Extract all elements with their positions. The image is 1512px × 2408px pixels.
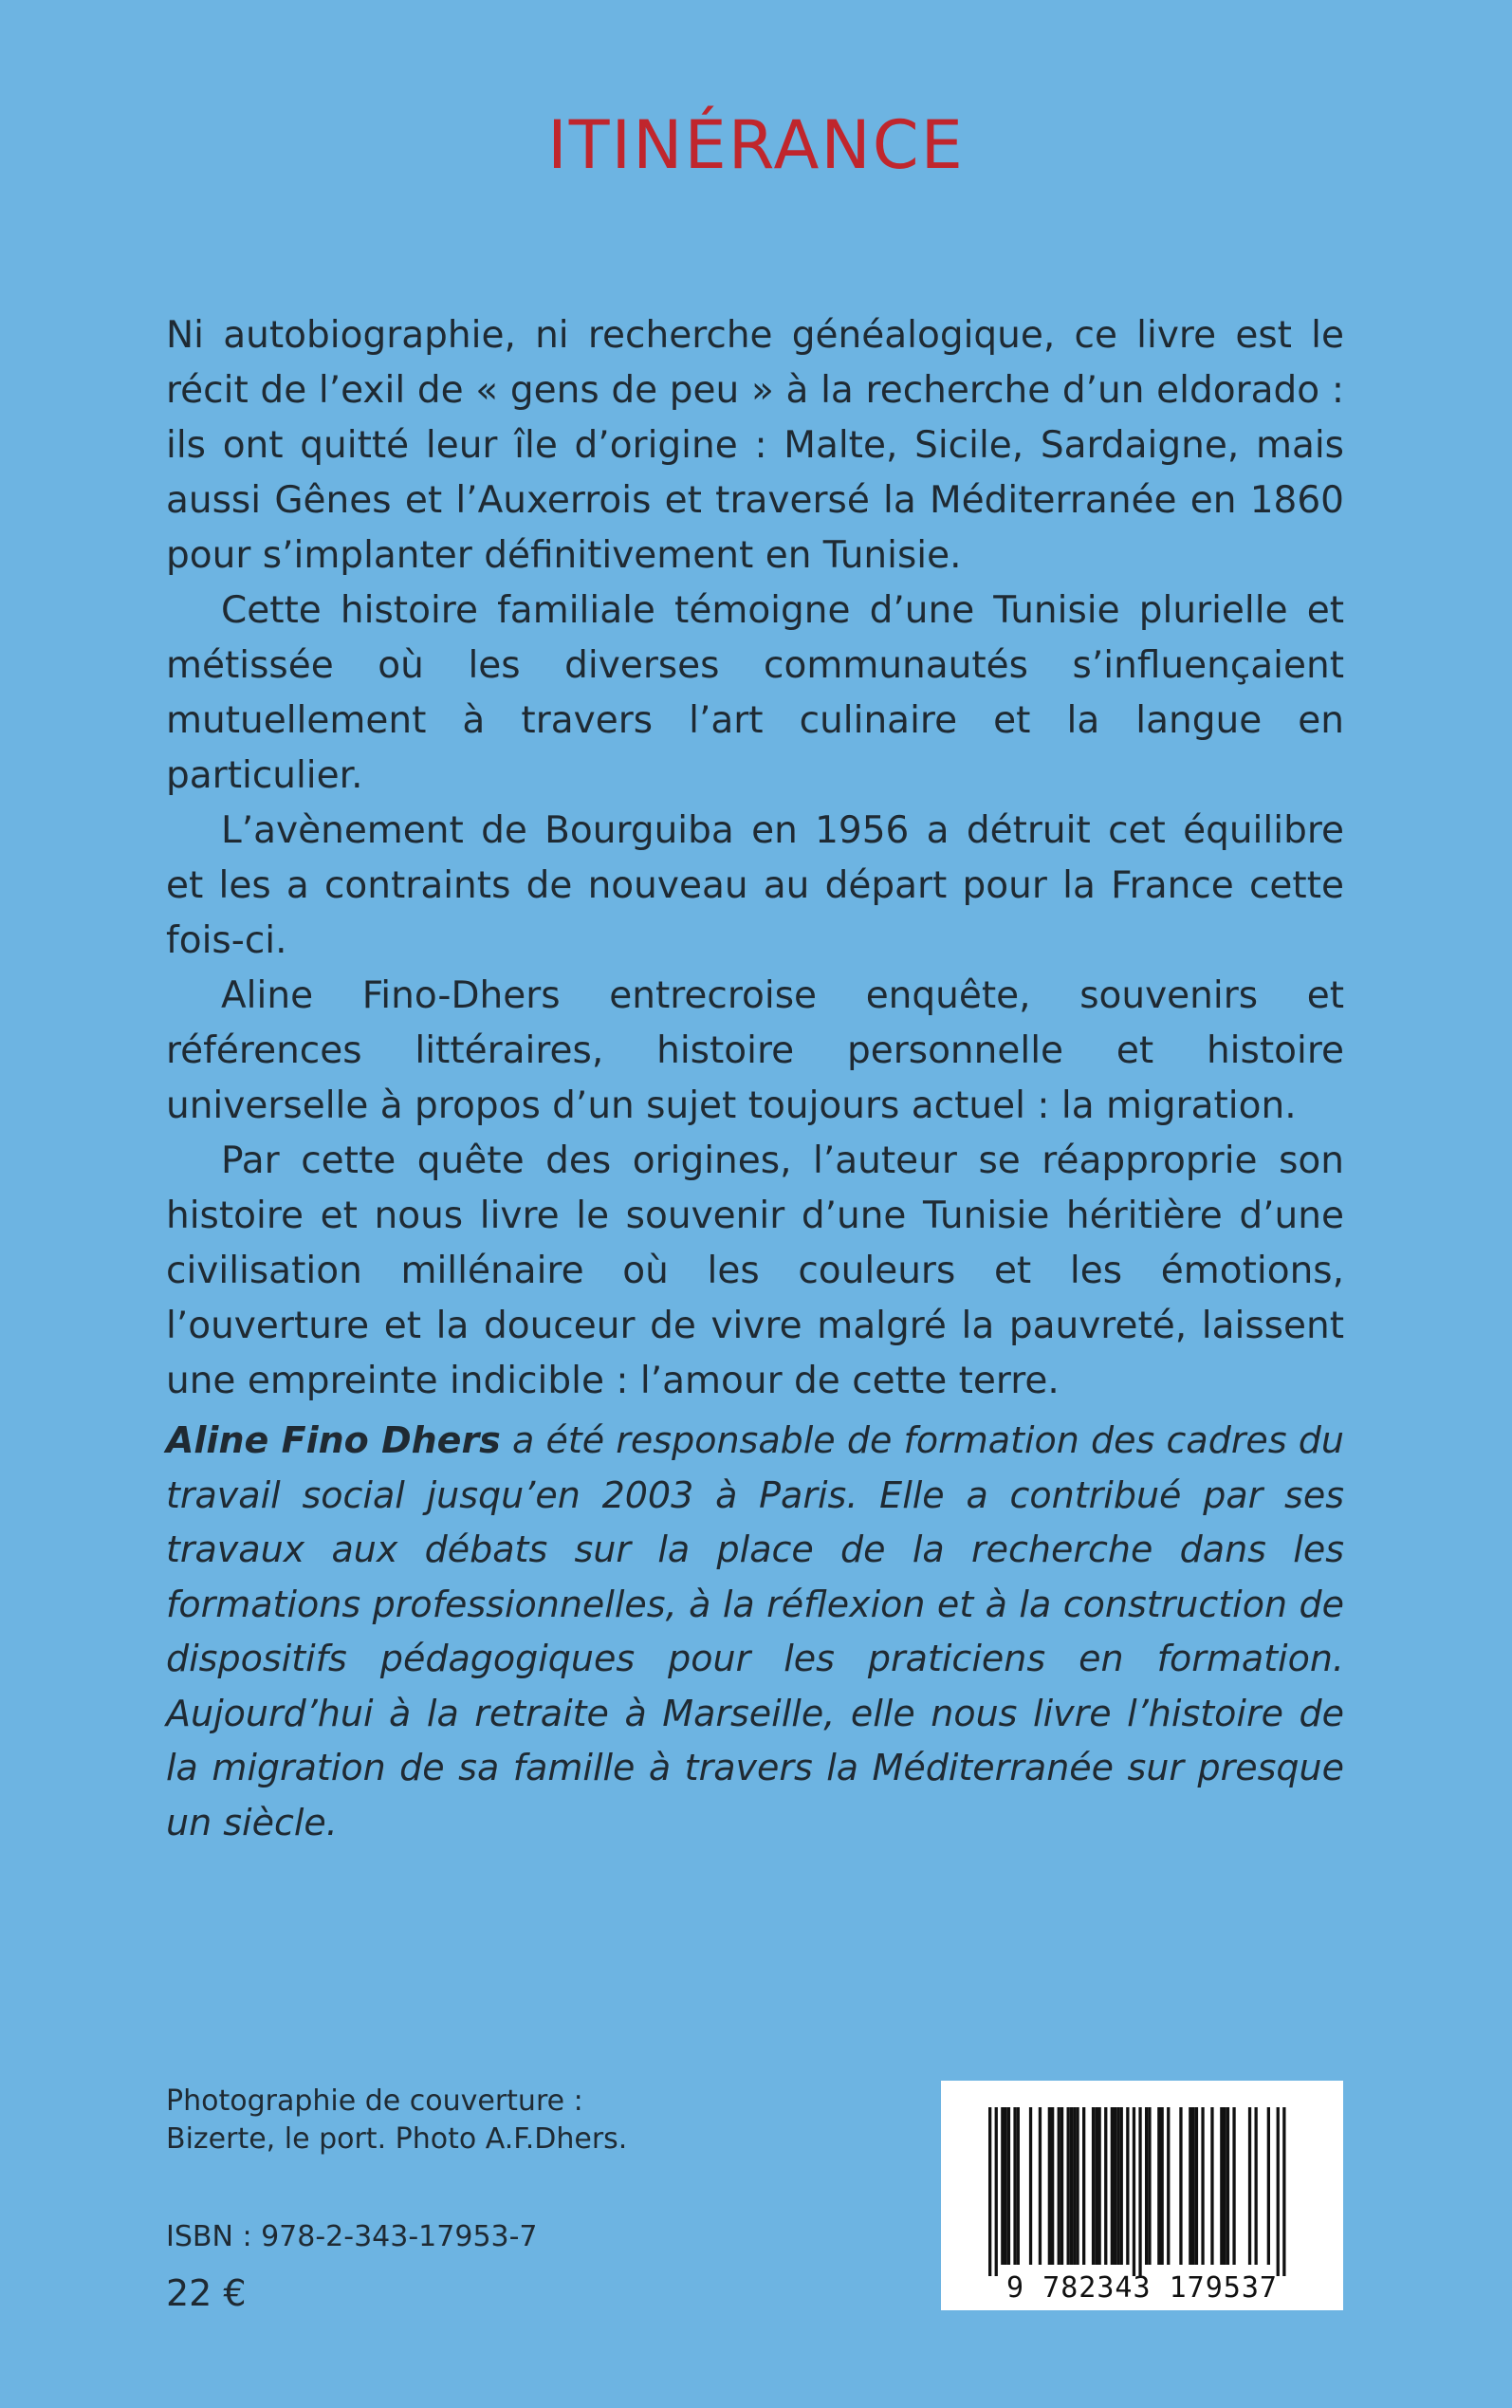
barcode-bar bbox=[1157, 2107, 1160, 2265]
barcode-bar bbox=[1189, 2107, 1191, 2265]
barcode-bar bbox=[1201, 2107, 1204, 2265]
barcode-bar bbox=[1210, 2107, 1213, 2265]
barcode-bar bbox=[1092, 2107, 1095, 2265]
book-title: ITINÉRANCE bbox=[547, 106, 965, 184]
barcode-bar bbox=[1226, 2107, 1229, 2265]
photo-credit-line-1: Photographie de couverture : bbox=[166, 2084, 583, 2118]
barcode-bar bbox=[1255, 2107, 1258, 2265]
barcode-bar bbox=[1058, 2107, 1060, 2265]
barcode-bar bbox=[1277, 2107, 1280, 2276]
barcode-bar bbox=[1138, 2107, 1141, 2276]
synopsis-paragraph-4: Aline Fino-Dhers entrecroise enquête, souvenirs et références littéraires, histoire personnelle et histoire universelle à propos d’un sujet toujours actuel : la migration. bbox=[166, 974, 1344, 1127]
barcode-bar bbox=[1039, 2107, 1042, 2265]
barcode-bar bbox=[1013, 2107, 1016, 2265]
synopsis-paragraph-2: Cette histoire familiale témoigne d’une Tunisie plurielle et métissée où les diverses communautés s’influençaient mutuellement à travers l’art culinaire et la langue en particulier. bbox=[166, 589, 1344, 797]
barcode-bar bbox=[1104, 2107, 1107, 2265]
barcode bbox=[941, 2081, 1343, 2310]
barcode-bar bbox=[988, 2107, 991, 2276]
author-bio bbox=[166, 1414, 1344, 1850]
barcode-bar bbox=[1224, 2107, 1226, 2265]
barcode-bar bbox=[1067, 2107, 1070, 2265]
barcode-digits: 9 782343 179537 bbox=[1006, 2271, 1278, 2305]
synopsis-paragraph-1: Ni autobiographie, ni recherche généalogique, ce livre est le récit de l’exil de « gens de peu » à la recherche d’un eldorado : ils ont quitté leur île d’origine : Malte, Sicile, Sardaigne, mais aussi Gênes et l’Auxerrois et traversé la Méditerranée en 1860 pour s’implanter définitivement en Tunisie. bbox=[166, 314, 1344, 577]
barcode-bar bbox=[1070, 2107, 1073, 2265]
barcode-bar bbox=[1111, 2107, 1114, 2265]
barcode-bar bbox=[1073, 2107, 1076, 2265]
barcode-icon bbox=[941, 2081, 1343, 2310]
barcode-bar bbox=[1005, 2107, 1007, 2265]
author-name: Aline Fino Dhers bbox=[166, 1419, 501, 1461]
barcode-bar bbox=[1116, 2107, 1119, 2265]
barcode-bar bbox=[1179, 2107, 1182, 2265]
barcode-bar bbox=[1282, 2107, 1285, 2276]
barcode-bar bbox=[1048, 2107, 1051, 2265]
barcode-bar bbox=[1095, 2107, 1097, 2265]
author-bio-text: a été responsable de formation des cadres du travail social jusqu’en 2003 à Paris. Elle a contribué par ses travaux aux débats sur la place de la recherche dans les formations professionnelles, à la réflexion et à la construction de dispositifs pédagogiques pour les praticiens en formation. Aujourd’hui à la retraite à Marseille, elle nous livre l’histoire de la migration de sa famille à travers la Méditerranée sur presque un siècle. bbox=[166, 1419, 1344, 1843]
barcode-bar bbox=[1161, 2107, 1164, 2265]
synopsis-paragraph-5: Par cette quête des origines, l’auteur se réapproprie son histoire et nous livre le souvenir d’une Tunisie héritière d’une civilisation millénaire où les couleurs et les émotions, l’ouverture et la douceur de vivre malgré la pauvreté, laissent une empreinte indicible : l’amour de cette terre. bbox=[166, 1139, 1344, 1402]
barcode-bar bbox=[1051, 2107, 1054, 2265]
barcode-bar bbox=[1060, 2107, 1063, 2265]
barcode-bar bbox=[1082, 2107, 1085, 2265]
cover-photo-credit bbox=[166, 2083, 627, 2158]
barcode-bar bbox=[1120, 2107, 1123, 2265]
barcode-bar bbox=[1029, 2107, 1032, 2265]
barcode-bar bbox=[1148, 2107, 1151, 2265]
barcode-bar bbox=[1267, 2107, 1270, 2265]
barcode-bar bbox=[1195, 2107, 1198, 2265]
synopsis bbox=[166, 308, 1344, 1409]
barcode-bar bbox=[1167, 2107, 1170, 2265]
barcode-bar bbox=[1007, 2107, 1010, 2265]
barcode-bar bbox=[1133, 2107, 1135, 2276]
synopsis-paragraph-3: L’avènement de Bourguiba en 1956 a détruit cet équilibre et les a contraints de nouveau au départ pour la France cette fois-ci. bbox=[166, 809, 1344, 962]
barcode-bar bbox=[1232, 2107, 1235, 2265]
barcode-bar bbox=[1001, 2107, 1004, 2265]
barcode-bar bbox=[1220, 2107, 1223, 2265]
barcode-bar bbox=[1145, 2107, 1148, 2265]
barcode-bar bbox=[1126, 2107, 1129, 2265]
barcode-bar bbox=[1114, 2107, 1116, 2265]
barcode-bar bbox=[995, 2107, 998, 2276]
price: 22 € bbox=[166, 2272, 247, 2314]
barcode-bar bbox=[1098, 2107, 1101, 2265]
isbn: ISBN : 978-2-343-17953-7 bbox=[166, 2220, 538, 2253]
barcode-bar bbox=[1248, 2107, 1251, 2265]
photo-credit-line-2: Bizerte, le port. Photo A.F.Dhers. bbox=[166, 2122, 628, 2156]
barcode-bar bbox=[1192, 2107, 1195, 2265]
barcode-bar bbox=[1017, 2107, 1020, 2265]
barcode-bar bbox=[1076, 2107, 1079, 2265]
